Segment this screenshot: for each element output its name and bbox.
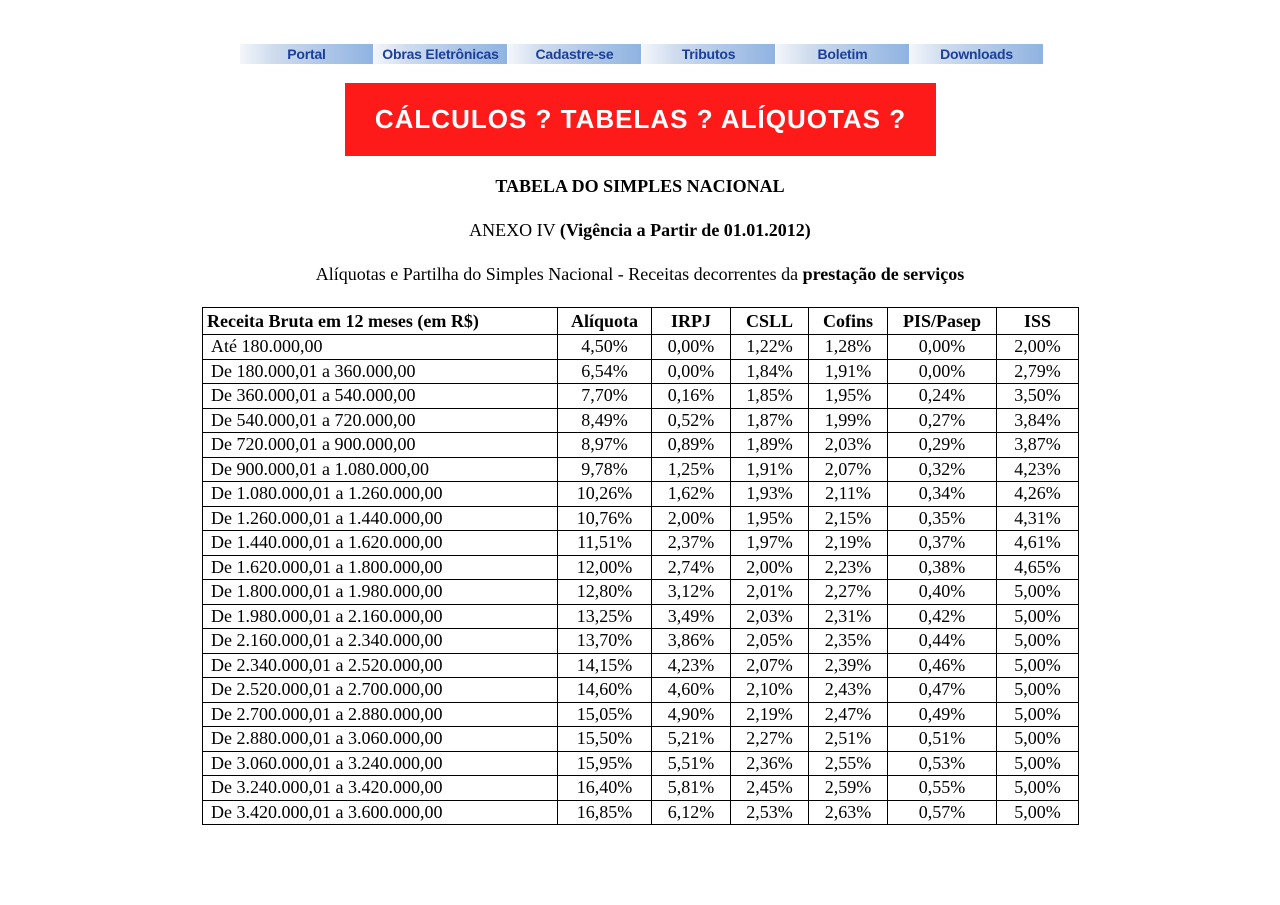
table-row [203,482,1079,507]
cell-pis-pasep: 0,46% [888,653,997,678]
cell-cofins: 2,03% [809,433,888,458]
top-navigation [240,44,1044,64]
cell-receita: De 3.060.000,01 a 3.240.000,00 [203,751,558,776]
table-row [203,751,1079,776]
cell-irpj: 4,90% [652,702,731,727]
cell-csll: 1,95% [731,506,809,531]
description-text: Alíquotas e Partilha do Simples Nacional - Receitas decorrentes da [315,264,799,284]
cell-iss: 5,00% [997,702,1079,727]
cell-iss: 5,00% [997,751,1079,776]
cell-irpj: 5,51% [652,751,731,776]
cell-irpj: 6,12% [652,800,731,825]
cell-pis-pasep: 0,55% [888,776,997,801]
table-row [203,678,1079,703]
table-row [203,776,1079,801]
header-aliquota: Alíquota [558,308,652,335]
table-row [203,531,1079,556]
cell-iss: 5,00% [997,800,1079,825]
cell-iss: 4,65% [997,555,1079,580]
cell-cofins: 2,15% [809,506,888,531]
table-row [203,433,1079,458]
table-row [203,800,1079,825]
cell-iss: 3,50% [997,384,1079,409]
cell-pis-pasep: 0,00% [888,359,997,384]
cell-receita: De 1.980.000,01 a 2.160.000,00 [203,604,558,629]
cell-irpj: 4,23% [652,653,731,678]
cell-cofins: 2,43% [809,678,888,703]
nav-portal[interactable]: Portal [240,44,374,64]
cell-cofins: 2,63% [809,800,888,825]
cell-irpj: 3,49% [652,604,731,629]
cell-irpj: 5,81% [652,776,731,801]
table-row [203,408,1079,433]
annex-vigencia: (Vigência a Partir de 01.01.2012) [559,220,811,240]
cell-pis-pasep: 0,51% [888,727,997,752]
annex-label: ANEXO IV [469,220,556,240]
cell-cofins: 1,95% [809,384,888,409]
banner[interactable]: CÁLCULOS ? TABELAS ? ALÍQUOTAS ? [345,83,936,156]
table-row [203,629,1079,654]
cell-iss: 5,00% [997,727,1079,752]
table-row [203,727,1079,752]
cell-aliquota: 8,97% [558,433,652,458]
cell-csll: 1,91% [731,457,809,482]
cell-aliquota: 12,80% [558,580,652,605]
table-row [203,604,1079,629]
cell-pis-pasep: 0,38% [888,555,997,580]
cell-pis-pasep: 0,32% [888,457,997,482]
cell-cofins: 2,23% [809,555,888,580]
cell-cofins: 1,28% [809,335,888,360]
cell-irpj: 0,89% [652,433,731,458]
cell-csll: 1,22% [731,335,809,360]
cell-cofins: 2,55% [809,751,888,776]
table-row [203,702,1079,727]
cell-cofins: 2,39% [809,653,888,678]
cell-pis-pasep: 0,47% [888,678,997,703]
nav-tributos[interactable]: Tributos [642,44,776,64]
table-row [203,359,1079,384]
table-row [203,653,1079,678]
cell-cofins: 2,59% [809,776,888,801]
cell-aliquota: 13,70% [558,629,652,654]
cell-csll: 2,53% [731,800,809,825]
cell-csll: 2,03% [731,604,809,629]
cell-csll: 1,93% [731,482,809,507]
annex-line [0,220,1280,241]
cell-csll: 1,89% [731,433,809,458]
cell-aliquota: 15,50% [558,727,652,752]
header-pis-pasep: PIS/Pasep [888,308,997,335]
cell-aliquota: 7,70% [558,384,652,409]
cell-receita: De 540.000,01 a 720.000,00 [203,408,558,433]
cell-receita: De 1.080.000,01 a 1.260.000,00 [203,482,558,507]
cell-iss: 3,84% [997,408,1079,433]
cell-receita: De 180.000,01 a 360.000,00 [203,359,558,384]
table-row [203,555,1079,580]
cell-aliquota: 8,49% [558,408,652,433]
cell-receita: De 1.620.000,01 a 1.800.000,00 [203,555,558,580]
cell-pis-pasep: 0,49% [888,702,997,727]
cell-csll: 2,00% [731,555,809,580]
cell-cofins: 2,47% [809,702,888,727]
cell-irpj: 3,86% [652,629,731,654]
nav-boletim[interactable]: Boletim [776,44,910,64]
page-title: TABELA DO SIMPLES NACIONAL [495,176,785,196]
header-cofins: Cofins [809,308,888,335]
nav-cadastre-se[interactable]: Cadastre-se [508,44,642,64]
nav-obras-eletronicas[interactable]: Obras Eletrônicas [374,44,508,64]
cell-pis-pasep: 0,53% [888,751,997,776]
cell-iss: 5,00% [997,653,1079,678]
cell-iss: 5,00% [997,629,1079,654]
cell-cofins: 2,19% [809,531,888,556]
description-line [0,264,1280,285]
cell-pis-pasep: 0,44% [888,629,997,654]
cell-irpj: 1,25% [652,457,731,482]
cell-cofins: 1,91% [809,359,888,384]
cell-cofins: 2,27% [809,580,888,605]
cell-aliquota: 9,78% [558,457,652,482]
cell-csll: 1,87% [731,408,809,433]
header-iss: ISS [997,308,1079,335]
description-bold: prestação de serviços [802,264,965,284]
table-row [203,457,1079,482]
cell-iss: 4,26% [997,482,1079,507]
cell-irpj: 3,12% [652,580,731,605]
cell-csll: 2,10% [731,678,809,703]
cell-aliquota: 16,40% [558,776,652,801]
cell-cofins: 2,07% [809,457,888,482]
cell-iss: 4,31% [997,506,1079,531]
cell-iss: 5,00% [997,604,1079,629]
header-csll: CSLL [731,308,809,335]
cell-iss: 3,87% [997,433,1079,458]
cell-irpj: 0,00% [652,335,731,360]
cell-receita: De 2.700.000,01 a 2.880.000,00 [203,702,558,727]
cell-receita: De 3.240.000,01 a 3.420.000,00 [203,776,558,801]
cell-csll: 1,84% [731,359,809,384]
cell-receita: Até 180.000,00 [203,335,558,360]
cell-irpj: 0,52% [652,408,731,433]
cell-iss: 5,00% [997,776,1079,801]
cell-aliquota: 12,00% [558,555,652,580]
cell-cofins: 2,51% [809,727,888,752]
cell-receita: De 1.440.000,01 a 1.620.000,00 [203,531,558,556]
cell-irpj: 2,00% [652,506,731,531]
cell-receita: De 2.160.000,01 a 2.340.000,00 [203,629,558,654]
cell-csll: 2,07% [731,653,809,678]
cell-aliquota: 15,05% [558,702,652,727]
cell-irpj: 1,62% [652,482,731,507]
cell-receita: De 360.000,01 a 540.000,00 [203,384,558,409]
cell-irpj: 2,74% [652,555,731,580]
cell-pis-pasep: 0,35% [888,506,997,531]
header-irpj: IRPJ [652,308,731,335]
cell-receita: De 900.000,01 a 1.080.000,00 [203,457,558,482]
cell-irpj: 0,00% [652,359,731,384]
cell-csll: 1,85% [731,384,809,409]
cell-receita: De 1.260.000,01 a 1.440.000,00 [203,506,558,531]
cell-pis-pasep: 0,27% [888,408,997,433]
cell-irpj: 0,16% [652,384,731,409]
cell-iss: 5,00% [997,580,1079,605]
cell-receita: De 1.800.000,01 a 1.980.000,00 [203,580,558,605]
cell-csll: 2,45% [731,776,809,801]
cell-aliquota: 10,26% [558,482,652,507]
cell-aliquota: 16,85% [558,800,652,825]
cell-csll: 2,36% [731,751,809,776]
cell-iss: 2,79% [997,359,1079,384]
table-row [203,335,1079,360]
cell-pis-pasep: 0,29% [888,433,997,458]
cell-irpj: 4,60% [652,678,731,703]
cell-irpj: 2,37% [652,531,731,556]
cell-pis-pasep: 0,37% [888,531,997,556]
cell-iss: 4,23% [997,457,1079,482]
cell-receita: De 2.520.000,01 a 2.700.000,00 [203,678,558,703]
cell-csll: 1,97% [731,531,809,556]
cell-receita: De 2.340.000,01 a 2.520.000,00 [203,653,558,678]
cell-aliquota: 4,50% [558,335,652,360]
cell-aliquota: 6,54% [558,359,652,384]
table-row [203,580,1079,605]
cell-aliquota: 15,95% [558,751,652,776]
cell-aliquota: 14,60% [558,678,652,703]
nav-downloads[interactable]: Downloads [910,44,1044,64]
cell-receita: De 720.000,01 a 900.000,00 [203,433,558,458]
cell-pis-pasep: 0,57% [888,800,997,825]
cell-cofins: 1,99% [809,408,888,433]
cell-cofins: 2,11% [809,482,888,507]
cell-pis-pasep: 0,24% [888,384,997,409]
simples-nacional-table [202,307,1079,825]
cell-aliquota: 11,51% [558,531,652,556]
cell-aliquota: 13,25% [558,604,652,629]
cell-cofins: 2,35% [809,629,888,654]
cell-irpj: 5,21% [652,727,731,752]
cell-receita: De 3.420.000,01 a 3.600.000,00 [203,800,558,825]
cell-iss: 2,00% [997,335,1079,360]
cell-aliquota: 14,15% [558,653,652,678]
cell-csll: 2,05% [731,629,809,654]
header-receita: Receita Bruta em 12 meses (em R$) [203,308,558,335]
table-row [203,384,1079,409]
cell-csll: 2,27% [731,727,809,752]
cell-pis-pasep: 0,42% [888,604,997,629]
cell-pis-pasep: 0,40% [888,580,997,605]
cell-iss: 4,61% [997,531,1079,556]
cell-pis-pasep: 0,00% [888,335,997,360]
cell-aliquota: 10,76% [558,506,652,531]
cell-csll: 2,19% [731,702,809,727]
cell-pis-pasep: 0,34% [888,482,997,507]
cell-cofins: 2,31% [809,604,888,629]
cell-receita: De 2.880.000,01 a 3.060.000,00 [203,727,558,752]
table-header-row [203,308,1079,335]
cell-iss: 5,00% [997,678,1079,703]
table-row [203,506,1079,531]
cell-csll: 2,01% [731,580,809,605]
